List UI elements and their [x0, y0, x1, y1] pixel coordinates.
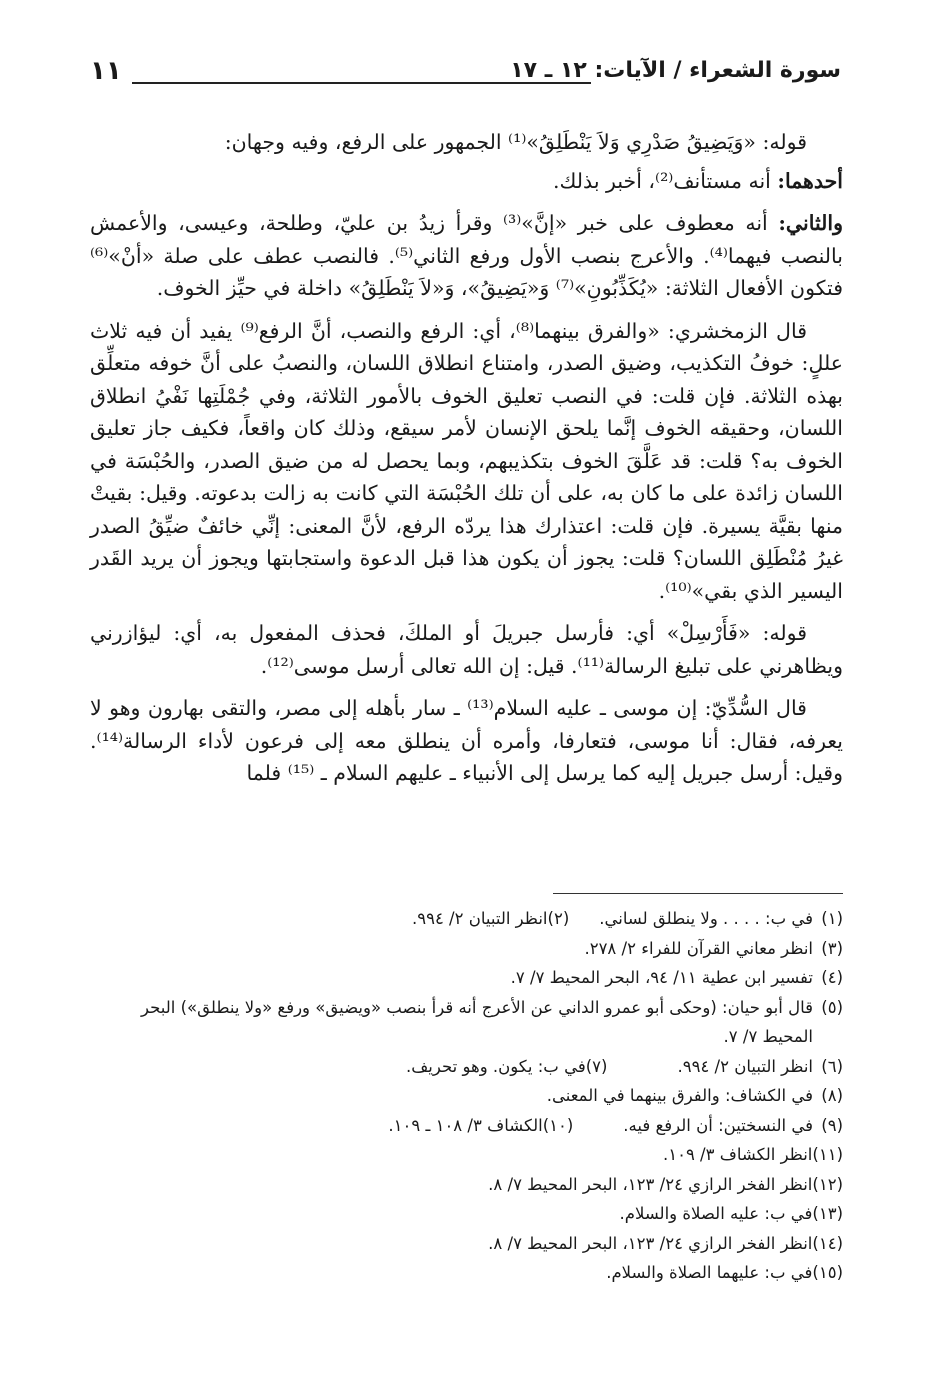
footnote: (٤) تفسير ابن عطية ١١/ ٩٤، البحر المحيط ٧/ ٧.: [510, 968, 843, 987]
paragraph: قال السُّدِّيّ: إن موسى ـ عليه السلام⁽¹³⁾ ـ سار بأهله إلى مصر، والتقى بهارون وهو لا يعرفه، فقال: أنا موسى، فتعارفا، وأمره أن ينطلق معه إلى فرعون لأداء الرسالة⁽¹⁴⁾. وقيل: أرسل جبريل إليه كما يرسل إلى الأنبياء ـ عليهم السلام ـ ⁽¹⁵⁾ فلما: [90, 696, 843, 785]
footnote: (١٣) في ب: عليه الصلاة والسلام.: [619, 1204, 843, 1223]
footnote: (٥) قال أبو حيان: (وحكى أبو عمرو الداني عن الأعرج أنه قرأ بنصب «ويضيق» ورفع «ولا ينطلق») البحر المحيط ٧/ ٧.: [141, 997, 843, 1046]
main-text: [90, 126, 843, 796]
paragraph: قوله: «وَيَضِيقُ صَدْرِي وَلاَ يَنْطَلِقُ»⁽¹⁾ الجمهور على الرفع، وفيه وجهان:: [224, 130, 807, 154]
footnote: (٦) انظر التبيان ٢/ ٩٩٤. (٧) في ب: يكون. وهو تحريف.: [405, 1056, 843, 1076]
footnote: (١١) انظر الكشاف ٣/ ١٠٩.: [662, 1145, 843, 1164]
header-rule: [132, 82, 591, 84]
paragraph: أحدهما: أنه مستأنف⁽²⁾، أخبر بذلك.: [553, 168, 843, 193]
footnote: (١٤) انظر الفخر الرازي ٢٤/ ١٢٣، البحر المحيط ٧/ ٨.: [488, 1233, 843, 1253]
footnote: (١٥) في ب: عليهما الصلاة والسلام.: [606, 1263, 843, 1282]
footnote: (١) في ب: . . . . ولا ينطلق لساني. (٢) انظر التبيان ٢/ ٩٩٤.: [411, 909, 843, 928]
page-header: [90, 56, 841, 96]
running-title: سورة الشعراء / الآيات: ١٢ ـ ١٧: [510, 58, 841, 83]
page-number: ١١: [90, 56, 122, 86]
footnote: (٩) في النسختين: أن الرفع فيه. (١٠) الكشاف ٣/ ١٠٨ ـ ١٠٩.: [388, 1115, 843, 1135]
paragraph: والثاني: أنه معطوف على خبر «إنَّ»⁽³⁾ وقرأ زيدُ بن عليّ، وطلحة، وعيسى، والأعمش بالنصب فيهما⁽⁴⁾. والأعرج بنصب الأول ورفع الثاني⁽⁵⁾. فالنصب عطف على صلة «أنْ»⁽⁶⁾ فتكون الأفعال الثلاثة: «يُكَذِّبُونِ»⁽⁷⁾ وَ«يَضِيقُ»، وَ«لاَ يَنْطَلِقُ» داخلة في حيِّز الخوف.: [90, 211, 843, 300]
footnote: (١٢) انظر الفخر الرازي ٢٤/ ١٢٣، البحر المحيط ٧/ ٨.: [488, 1174, 843, 1194]
footnote: (٨) في الكشاف: والفرق بينهما في المعنى.: [546, 1086, 843, 1105]
paragraph: قوله: «فَأَرْسِلْ» أي: فأرسل جبريلَ أو الملكَ، فحذف المفعول به، أي: ليؤازرني ويظاهرني على تبليغ الرسالة⁽¹¹⁾. قيل: إن الله تعالى أرسل موسى⁽¹²⁾.: [90, 621, 843, 678]
footnotes: [90, 904, 843, 1288]
footnote: (٣) انظر معاني القرآن للفراء ٢/ ٢٧٨.: [584, 938, 843, 958]
paragraph: قال الزمخشري: «والفرق بينهما⁽⁸⁾، أي: الرفع والنصب، أنَّ الرفع⁽⁹⁾ يفيد أن فيه ثلاث عللٍ: خوفُ التكذيب، وضيق الصدر، وامتناع انطلاق اللسان، والنصبُ على أنَّ خوفه متعلِّق بهذه الثلاثة. فإن قلت: في النصب تعليق الخوف بالأمور الثلاثة، وفي جُمْلَتِها نَفْيُ انطلاق اللسان، وحقيقه الخوف إنَّما يلحق الإنسان لأمر سيقع، وذلك كان واقعاً، فكيف جاز تعليق الخوف به؟ قلت: قد عَلَّقَ الخوف بتكذيبهم، وبما يحصل له من ضيق الصدر، والحُبْسَة في اللسان زائدة على ما كان به، على أن تلك الحُبْسَة التي كانت به زالت بدعوته. وقيل: بقيتْ منها بقيَّة يسيرة. فإن قلت: اعتذارك هذا يردّه الرفع، لأنَّ المعنى: إنِّي خائفٌ ضيِّقُ الصدر غيرُ مُنْطَلِق اللسان؟ قلت: يجوز أن يكون هذا قبل الدعوة واستجابتها ويجوز أن يريد القَدر اليسير الذي بقي»⁽¹⁰⁾.: [90, 318, 843, 603]
footnote-separator: [553, 893, 843, 894]
